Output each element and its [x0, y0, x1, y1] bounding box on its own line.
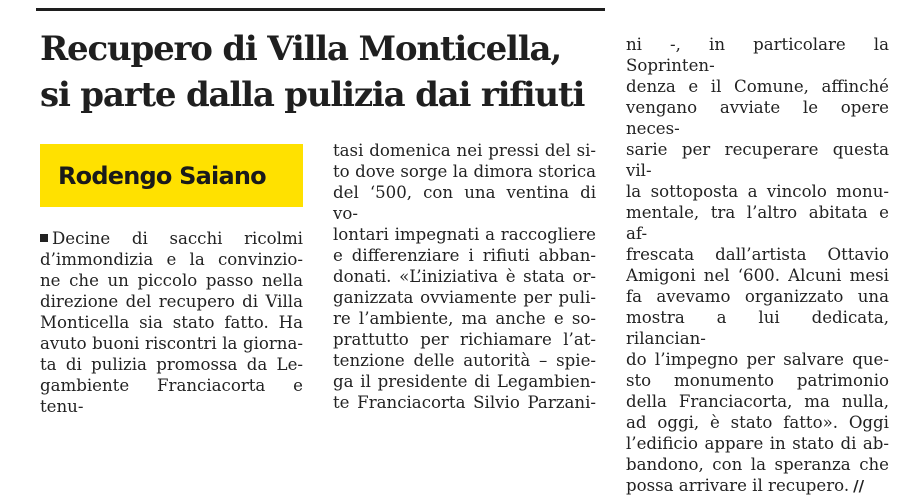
text-line: avuto buoni riscontri la giorna- — [40, 334, 303, 353]
article-column-3 — [626, 34, 889, 497]
top-rule — [36, 8, 605, 11]
end-of-article-mark: // — [853, 477, 865, 495]
headline — [40, 26, 606, 118]
text-line: mostra a lui dedicata, rilancian- — [626, 308, 889, 348]
text-line: bandono, con la speranza che — [626, 455, 889, 474]
article-column-1 — [40, 228, 303, 417]
text-line: re l’ambiente, ma anche e so- — [333, 309, 596, 328]
text-line: ta di pulizia promossa da Le- — [40, 355, 303, 374]
headline-line: si parte dalla pulizia dai rifiuti — [40, 75, 585, 115]
text-line: do l’impegno per salvare que- — [626, 350, 889, 369]
text-line: sarie per recuperare questa vil- — [626, 140, 889, 180]
text-line: lontari impegnati a raccogliere — [333, 225, 596, 244]
text-line: ga il presidente di Legambien- — [333, 372, 596, 391]
text-line: Monticella sia stato fatto. Ha — [40, 313, 303, 332]
text-line: direzione del recupero di Villa — [40, 292, 303, 311]
text-line: Amigoni nel ‘600. Alcuni mesi — [626, 266, 889, 285]
text-line: della Franciacorta, ma nulla, — [626, 392, 889, 411]
text-line: gambiente Franciacorta e tenu- — [40, 376, 303, 416]
text-line: d’immondizia e la convinzio- — [40, 250, 303, 269]
text-line: prattutto per richiamare l’at- — [333, 330, 596, 349]
text-line: tasi domenica nei pressi del si- — [333, 141, 596, 160]
square-bullet-icon — [40, 234, 48, 242]
location-label: Rodengo Saiano — [58, 161, 266, 190]
text-line: fa avevamo organizzato una — [626, 287, 889, 306]
text-line: ni -, in particolare la Soprinten- — [626, 35, 889, 75]
text-line: vengano avviate le opere neces- — [626, 98, 889, 138]
article-column-2 — [333, 140, 596, 413]
text-line: e differenziare i rifiuti abban- — [333, 246, 596, 265]
text-line: mentale, tra l’altro abitata e af- — [626, 203, 889, 243]
headline-line: Recupero di Villa Monticella, — [40, 29, 561, 69]
text-line: l’edificio appare in stato di ab- — [626, 434, 889, 453]
text-line: ne che un piccolo passo nella — [40, 271, 303, 290]
text-line: ad oggi, è stato fatto». Oggi — [626, 413, 889, 432]
text-line: sto monumento patrimonio — [626, 371, 889, 390]
text-line-last: possa arrivare il recupero. // — [626, 476, 865, 495]
text-line: frescata dall’artista Ottavio — [626, 245, 889, 264]
text-line: to dove sorge la dimora storica — [333, 162, 596, 181]
text-line: del ‘500, con una ventina di vo- — [333, 183, 596, 223]
text-line: donati. «L’iniziativa è stata or- — [333, 267, 596, 286]
text-line: ganizzata ovviamente per puli- — [333, 288, 596, 307]
location-kicker — [40, 144, 303, 207]
text-line: tenzione delle autorità – spie- — [333, 351, 596, 370]
text-line: denza e il Comune, affinché — [626, 77, 889, 96]
text-line: te Franciacorta Silvio Parzani- — [333, 393, 596, 412]
text-line: la sottoposta a vincolo monu- — [626, 182, 889, 201]
text-line: Decine di sacchi ricolmi — [40, 228, 303, 249]
